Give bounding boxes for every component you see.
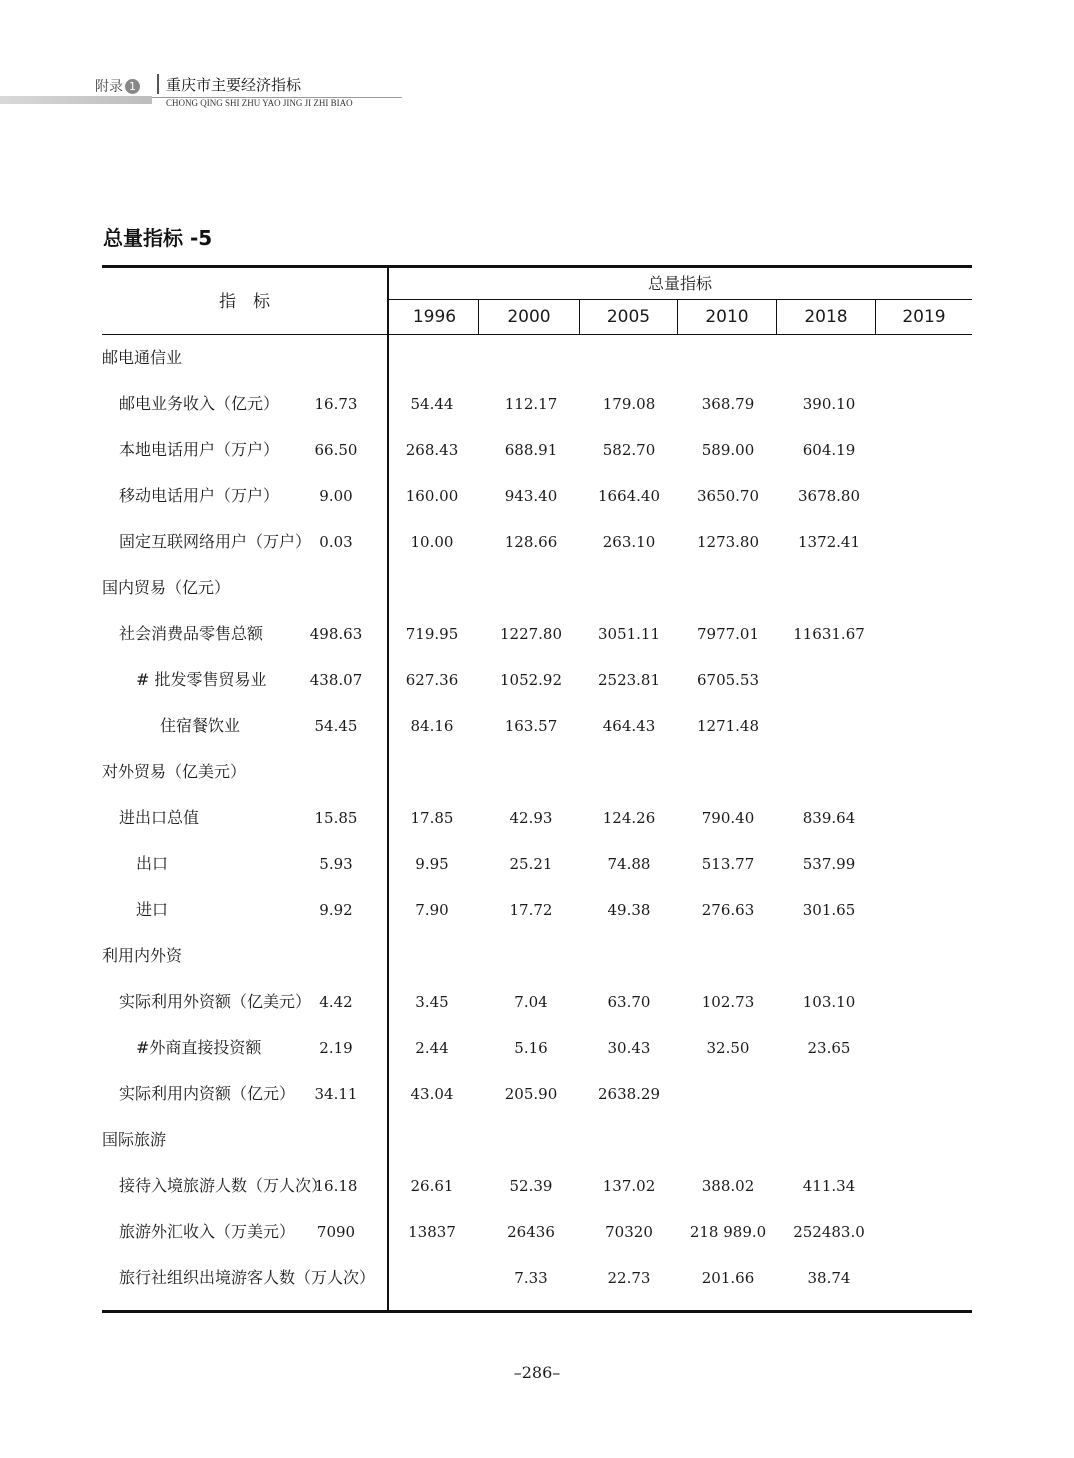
- group-column-header: 总量指标: [647, 274, 712, 293]
- value-cell-2005: 52.39: [509, 1177, 553, 1195]
- value-cell-2005: 42.93: [509, 809, 553, 827]
- appendix-marker: [95, 76, 140, 96]
- header-title: 重庆市主要经济指标: [166, 76, 302, 94]
- row-label: 接待入境旅游人数（万人次）: [119, 1176, 328, 1195]
- value-cell-2000: 54.44: [410, 395, 454, 413]
- table-row: [102, 841, 972, 887]
- value-cell-2005: 7.04: [514, 993, 548, 1011]
- value-cell-2005: 205.90: [504, 1085, 558, 1103]
- value-cell-2000: 17.85: [410, 809, 454, 827]
- value-cell-2000: 84.16: [410, 717, 454, 735]
- value-cell-2010: 124.26: [602, 809, 656, 827]
- row-label: 本地电话用户（万户）: [119, 440, 280, 459]
- year-header-1996: 1996: [412, 307, 457, 327]
- value-cell-2018: 368.79: [701, 395, 755, 413]
- value-cell-2010: 263.10: [602, 533, 656, 551]
- value-cell-2000: 13837: [408, 1223, 456, 1241]
- value-cell-2010: 74.88: [607, 855, 651, 873]
- year-header-2005: 2005: [606, 307, 651, 327]
- value-cell-2019: 38.74: [807, 1269, 851, 1287]
- value-cell-2019: 1372.41: [797, 533, 861, 551]
- section-label: 邮电通信业: [102, 348, 183, 367]
- section-label: 对外贸易（亿美元）: [102, 762, 247, 781]
- section-label: 国内贸易（亿元）: [102, 578, 231, 597]
- table-row: [102, 1163, 972, 1209]
- value-cell-2018: 1273.80: [696, 533, 760, 551]
- value-cell-1996: 16.18: [314, 1177, 358, 1195]
- value-cell-2005: 17.72: [509, 901, 553, 919]
- row-label: 固定互联网络用户（万户）: [119, 532, 312, 551]
- value-cell-2005: 25.21: [509, 855, 553, 873]
- value-cell-2018: 3650.70: [696, 487, 760, 505]
- value-cell-2018: 388.02: [701, 1177, 755, 1195]
- value-cell-2000: 26.61: [410, 1177, 454, 1195]
- value-cell-2019: 390.10: [802, 395, 856, 413]
- value-cell-1996: 498.63: [309, 625, 363, 643]
- row-label: 旅游外汇收入（万美元）: [119, 1222, 296, 1241]
- value-cell-2000: 627.36: [405, 671, 459, 689]
- value-cell-2005: 1227.80: [499, 625, 563, 643]
- row-label: 进口: [136, 900, 169, 919]
- value-cell-2000: 2.44: [415, 1039, 449, 1057]
- year-header-2019: 2019: [902, 307, 946, 327]
- value-cell-1996: 54.45: [314, 717, 358, 735]
- section-label: 利用内外资: [102, 946, 183, 965]
- value-cell-2005: 943.40: [504, 487, 558, 505]
- table-row: [102, 703, 972, 749]
- value-cell-2018: 102.73: [701, 993, 755, 1011]
- year-column-separator: [875, 299, 876, 334]
- value-cell-2019: 411.34: [802, 1177, 856, 1195]
- value-cell-2005: 26436: [507, 1223, 555, 1241]
- header-subtitle: CHONG QING SHI ZHU YAO JING JI ZHI BIAO: [166, 98, 353, 108]
- table-row: [102, 657, 972, 703]
- table-row: [102, 519, 972, 565]
- row-label: 出口: [136, 854, 169, 873]
- table-row: [102, 473, 972, 519]
- year-header-2010: 2010: [705, 307, 749, 327]
- value-cell-2019: 301.65: [802, 901, 856, 919]
- value-cell-2010: 63.70: [607, 993, 651, 1011]
- value-cell-2005: 128.66: [504, 533, 558, 551]
- year-header-2000: 2000: [507, 307, 551, 327]
- section-row: [102, 1117, 972, 1163]
- page-number: –286–: [513, 1363, 561, 1382]
- value-cell-2010: 464.43: [602, 717, 656, 735]
- year-column-separator: [677, 299, 678, 334]
- value-cell-2010: 179.08: [602, 395, 656, 413]
- value-cell-2000: 43.04: [410, 1085, 454, 1103]
- table-row: [102, 795, 972, 841]
- value-cell-2005: 1052.92: [499, 671, 563, 689]
- value-cell-1996: 2.19: [319, 1039, 353, 1057]
- value-cell-2019: 3678.80: [797, 487, 861, 505]
- value-cell-2000: 3.45: [415, 993, 449, 1011]
- value-cell-2000: 10.00: [410, 533, 454, 551]
- value-cell-2010: 1664.40: [597, 487, 661, 505]
- value-cell-2018: 513.77: [701, 855, 755, 873]
- table-row: [102, 1209, 972, 1255]
- value-cell-2018: 276.63: [701, 901, 755, 919]
- indicator-column-header: 指 标: [219, 292, 270, 312]
- value-cell-2019: 23.65: [807, 1039, 851, 1057]
- value-cell-2018: 32.50: [706, 1039, 750, 1057]
- value-cell-2000: 719.95: [405, 625, 459, 643]
- value-cell-2019: 11631.67: [793, 625, 865, 643]
- table-row: [102, 1025, 972, 1071]
- value-cell-2010: 49.38: [607, 901, 651, 919]
- value-cell-2018: 6705.53: [696, 671, 760, 689]
- row-label: 实际利用外资额（亿美元）: [119, 992, 312, 1011]
- year-column-separator: [776, 299, 777, 334]
- value-cell-2010: 70320: [605, 1223, 653, 1241]
- value-cell-2018: 218 989.0: [689, 1223, 767, 1241]
- value-cell-2005: 112.17: [504, 395, 558, 413]
- appendix-label: 附录: [95, 79, 123, 95]
- table-row: [102, 1071, 972, 1117]
- value-cell-2000: 160.00: [405, 487, 459, 505]
- value-cell-2010: 2523.81: [597, 671, 661, 689]
- row-label: 进出口总值: [119, 808, 200, 827]
- header-separator: [157, 74, 159, 94]
- row-label: 实际利用内资额（亿元）: [119, 1084, 296, 1103]
- value-cell-2019: 537.99: [802, 855, 856, 873]
- section-row: [102, 335, 972, 381]
- value-cell-1996: 16.73: [314, 395, 358, 413]
- value-cell-1996: 66.50: [314, 441, 358, 459]
- value-cell-2018: 589.00: [701, 441, 755, 459]
- value-cell-2005: 5.16: [514, 1039, 548, 1057]
- value-cell-1996: 7090: [316, 1223, 356, 1241]
- header-gray-bar: [0, 96, 152, 104]
- value-cell-2010: 22.73: [607, 1269, 651, 1287]
- year-column-separator: [478, 299, 479, 334]
- value-cell-1996: 4.42: [319, 993, 353, 1011]
- value-cell-2000: 7.90: [415, 901, 449, 919]
- value-cell-1996: 34.11: [314, 1085, 358, 1103]
- row-label: 社会消费品零售总额: [119, 624, 264, 643]
- row-label: 住宿餐饮业: [160, 716, 241, 735]
- value-cell-2000: 268.43: [405, 441, 459, 459]
- value-cell-2005: 7.33: [514, 1269, 548, 1287]
- value-cell-1996: 0.03: [319, 533, 353, 551]
- value-cell-2010: 582.70: [602, 441, 656, 459]
- running-header: [0, 70, 420, 116]
- value-cell-2018: 7977.01: [696, 625, 760, 643]
- year-header-2018: 2018: [804, 307, 848, 327]
- row-label: 移动电话用户（万户）: [119, 486, 280, 505]
- row-label: 邮电业务收入（亿元）: [119, 394, 280, 413]
- value-cell-2010: 2638.29: [597, 1085, 661, 1103]
- row-label: #外商直接投资额: [136, 1038, 262, 1057]
- value-cell-2018: 1271.48: [696, 717, 760, 735]
- value-cell-1996: 438.07: [309, 671, 363, 689]
- table-bottom-rule: [102, 1310, 972, 1313]
- value-cell-2000: 9.95: [415, 855, 449, 873]
- page-title: 总量指标 -5: [103, 226, 213, 250]
- table-row: [102, 381, 972, 427]
- table-row: [102, 1255, 972, 1301]
- value-cell-2010: 3051.11: [597, 625, 661, 643]
- value-cell-2019: 252483.0: [793, 1223, 865, 1241]
- year-column-separator: [579, 299, 580, 334]
- value-cell-2019: 103.10: [802, 993, 856, 1011]
- section-row: [102, 749, 972, 795]
- table-row: [102, 427, 972, 473]
- table-row: [102, 611, 972, 657]
- section-row: [102, 565, 972, 611]
- row-label: # 批发零售贸易业: [136, 670, 267, 689]
- table-row: [102, 887, 972, 933]
- value-cell-1996: 9.92: [319, 901, 353, 919]
- value-cell-1996: 15.85: [314, 809, 358, 827]
- value-cell-2010: 137.02: [602, 1177, 656, 1195]
- value-cell-2005: 688.91: [504, 441, 558, 459]
- value-cell-2018: 201.66: [701, 1269, 755, 1287]
- row-label: 旅行社组织出境游客人数（万人次）: [119, 1268, 376, 1287]
- value-cell-2018: 790.40: [701, 809, 755, 827]
- value-cell-2005: 163.57: [504, 717, 558, 735]
- section-row: [102, 933, 972, 979]
- value-cell-1996: 5.93: [319, 855, 353, 873]
- value-cell-2019: 839.64: [802, 809, 856, 827]
- value-cell-2019: 604.19: [802, 441, 856, 459]
- value-cell-2010: 30.43: [607, 1039, 651, 1057]
- value-cell-1996: 9.00: [319, 487, 353, 505]
- table-row: [102, 979, 972, 1025]
- appendix-number-badge: 1: [125, 79, 140, 94]
- section-label: 国际旅游: [102, 1130, 167, 1149]
